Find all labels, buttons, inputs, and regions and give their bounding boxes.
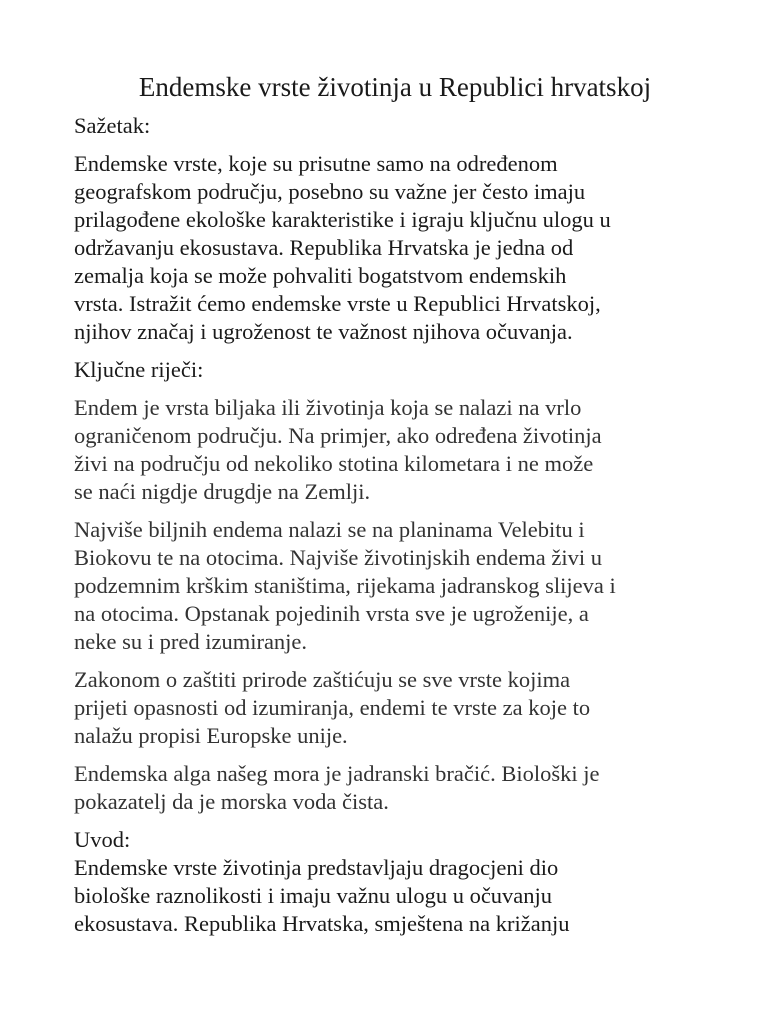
intro-paragraph <box>74 854 698 938</box>
text-line: Endemske vrste životinja predstavljaju dragocjeni dio <box>74 855 559 880</box>
keywords-paragraph-3 <box>74 666 698 750</box>
document-title: Endemske vrste životinja u Republici hrvatskoj <box>138 72 652 102</box>
text-line: vrsta. Istražit ćemo endemske vrste u Republici Hrvatskoj, <box>74 291 601 316</box>
keywords-heading: Ključne riječi: <box>74 357 204 382</box>
text-line: prijeti opasnosti od izumiranja, endemi te vrste za koje to <box>74 695 591 720</box>
text-line: podzemnim krškim staništima, rijekama jadranskog slijeva i <box>74 573 616 598</box>
text-line: nalažu propisi Europske unije. <box>74 723 348 748</box>
text-line: Endem je vrsta biljaka ili životinja koja se nalazi na vrlo <box>74 395 582 420</box>
text-line: Zakonom o zaštiti prirode zaštićuju se sve vrste kojima <box>74 667 571 692</box>
text-line: pokazatelj da je morska voda čista. <box>74 789 389 814</box>
text-line: se naći nigdje drugdje na Zemlji. <box>74 479 371 504</box>
text-line: živi na području od nekoliko stotina kilometara i ne može <box>74 451 594 476</box>
text-line: Endemska alga našeg mora je jadranski bračić. Biološki je <box>74 761 600 786</box>
text-line: održavanju ekosustava. Republika Hrvatska je jedna od <box>74 235 574 260</box>
keywords-paragraph-1 <box>74 394 698 506</box>
text-line: neke su i pred izumiranje. <box>74 629 308 654</box>
text-line: geografskom području, posebno su važne jer često imaju <box>74 179 586 204</box>
keywords-paragraph-4 <box>74 760 698 816</box>
abstract-heading: Sažetak: <box>74 113 151 138</box>
intro-heading: Uvod: <box>74 827 131 852</box>
text-line: Biokovu te na otocima. Najviše životinjskih endema živi u <box>74 545 603 570</box>
keywords-paragraph-2 <box>74 516 698 656</box>
text-line: zemalja koja se može pohvaliti bogatstvom endemskih <box>74 263 567 288</box>
text-line: Endemske vrste, koje su prisutne samo na određenom <box>74 151 558 176</box>
text-line: prilagođene ekološke karakteristike i igraju ključnu ulogu u <box>74 207 611 232</box>
abstract-paragraph <box>74 150 698 346</box>
text-line: ograničenom području. Na primjer, ako određena životinja <box>74 423 602 448</box>
text-line: njihov značaj i ugroženost te važnost njihova očuvanja. <box>74 319 573 344</box>
text-line: ekosustava. Republika Hrvatska, smještena na križanju <box>74 911 570 936</box>
text-line: Najviše biljnih endema nalazi se na planinama Velebitu i <box>74 517 585 542</box>
text-line: biološke raznolikosti i imaju važnu ulogu u očuvanju <box>74 883 553 908</box>
text-line: na otocima. Opstanak pojedinih vrsta sve je ugroženije, a <box>74 601 589 626</box>
